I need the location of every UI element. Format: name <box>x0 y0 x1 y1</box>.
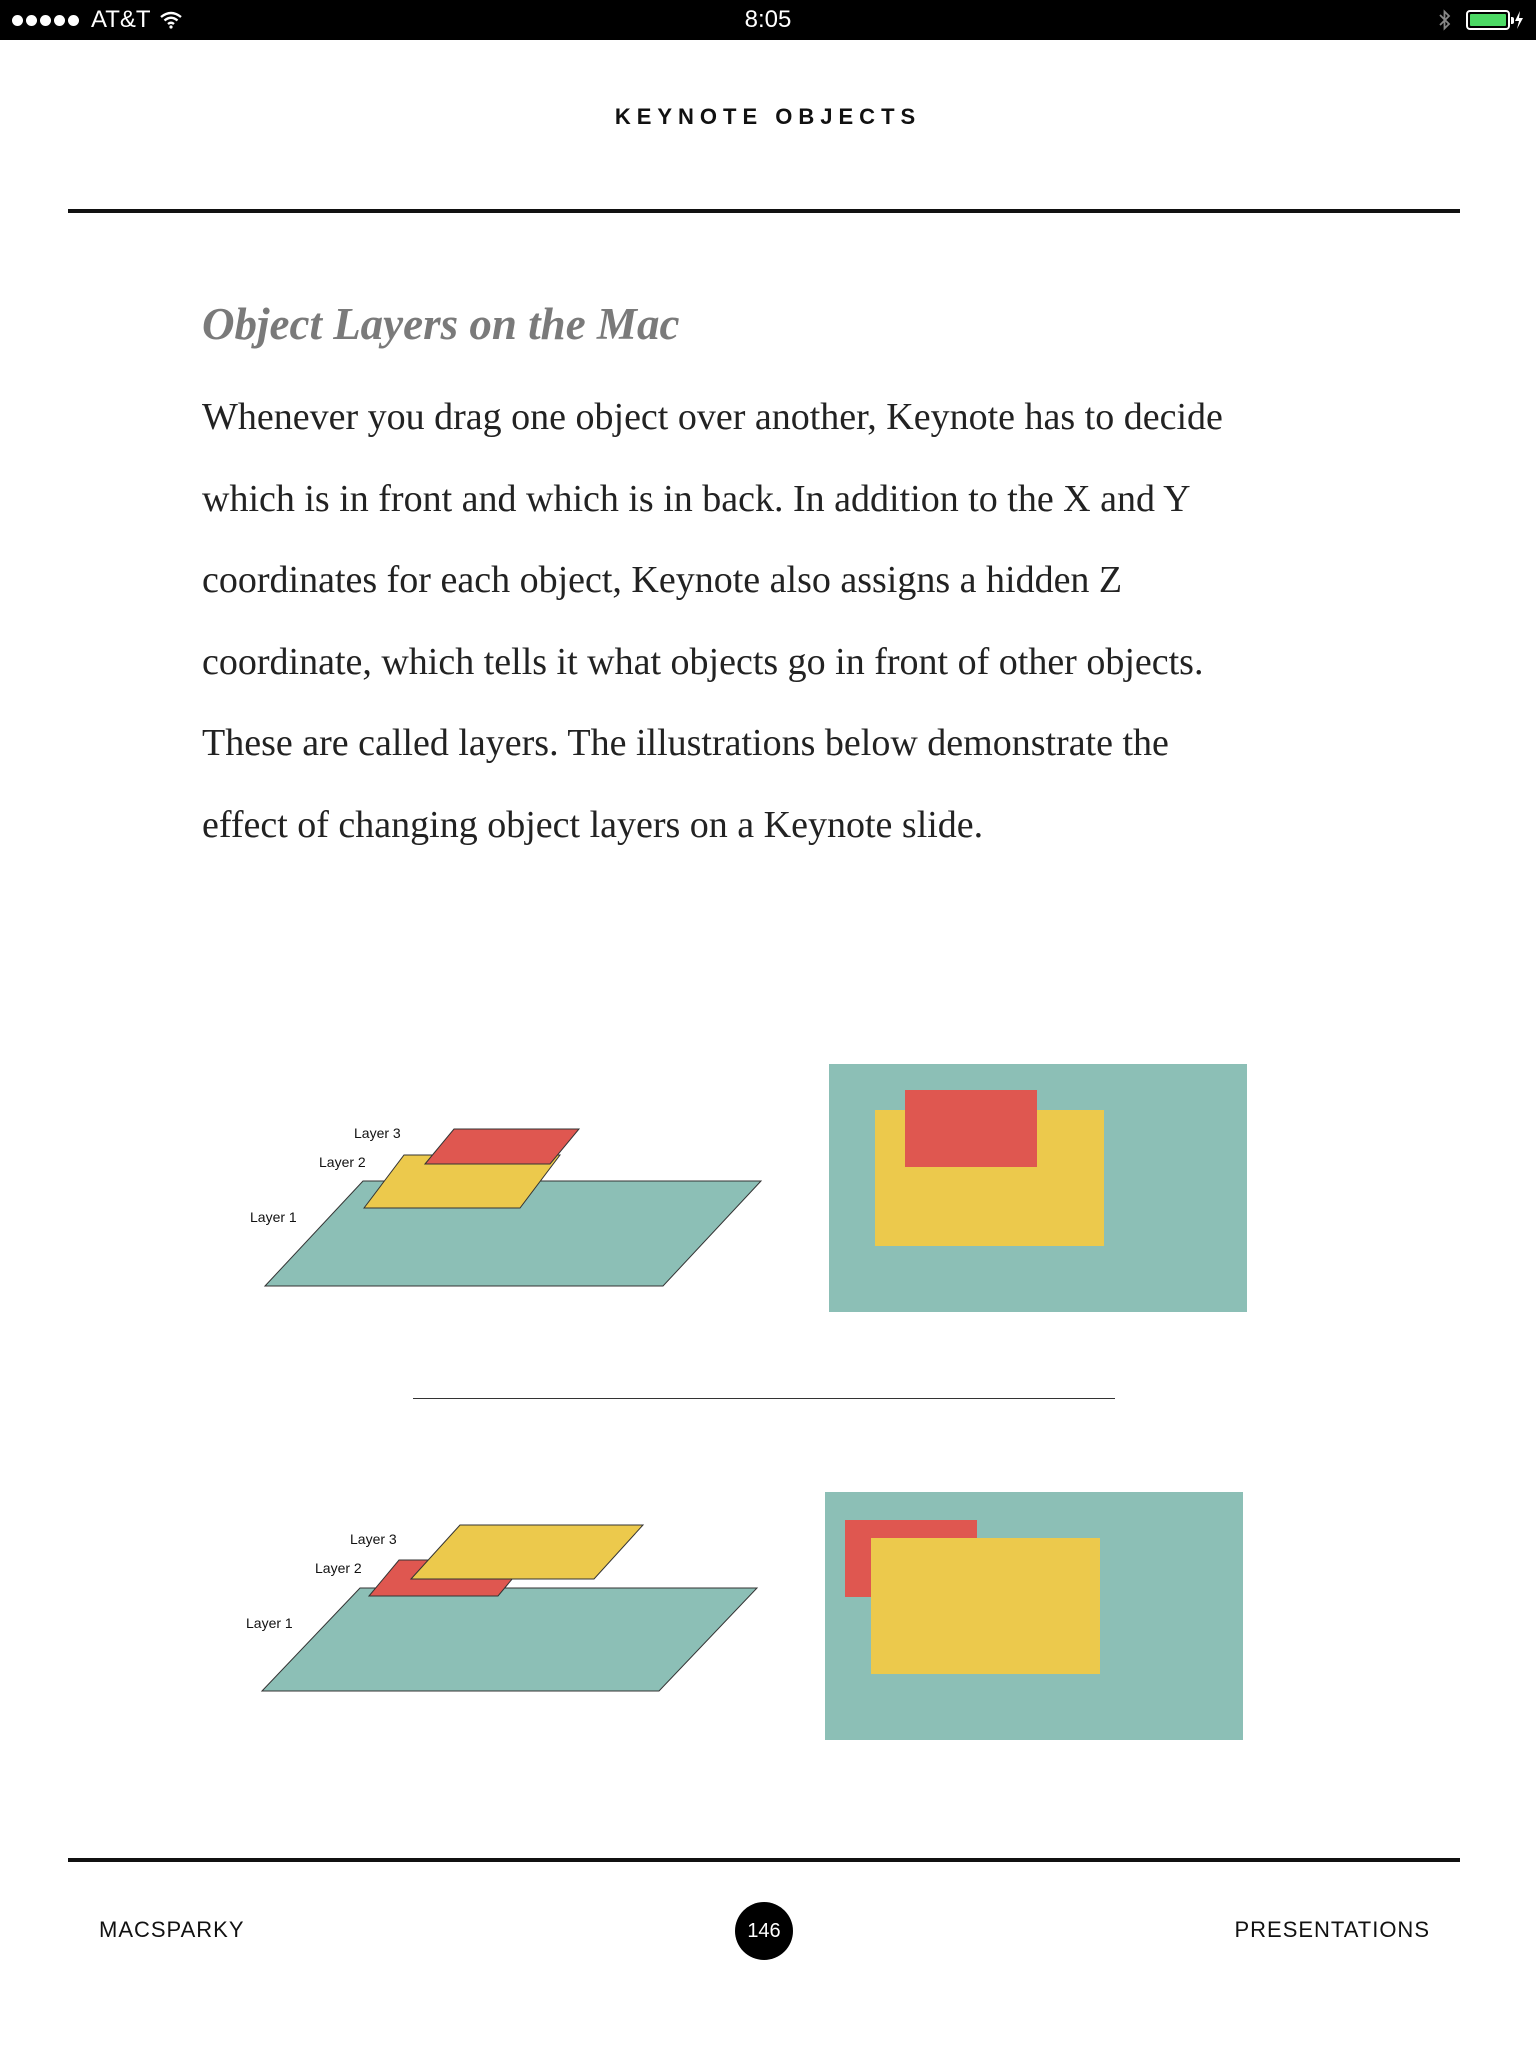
footer-divider <box>68 1858 1460 1862</box>
body-paragraph <box>202 377 1392 866</box>
chapter-title: KEYNOTE OBJECTS <box>614 104 922 129</box>
paragraph-line: which is in front and which is in back. In addition to the X and Y <box>202 477 1191 520</box>
status-right <box>1438 0 1524 40</box>
page-number-badge: 146 <box>735 1902 793 1960</box>
layer-1-label: Layer 1 <box>246 1615 293 1631</box>
book-title: MACSPARKY <box>99 1917 245 1942</box>
paragraph-line: Whenever you drag one object over another, Keynote has to decide <box>202 396 1223 438</box>
figure-divider <box>413 1398 1115 1399</box>
layer-3-shape <box>411 1525 643 1579</box>
paragraph-line: effect of changing object layers on a Keynote slide. <box>202 803 984 846</box>
paragraph-line: coordinate, which tells it what objects go in front of other objects. <box>202 640 1204 683</box>
section-heading: Object Layers on the Mac <box>202 299 680 349</box>
carrier-name: AT&T <box>91 6 151 33</box>
layer-diagram-bottom <box>236 1515 776 1705</box>
red-rectangle <box>905 1090 1037 1167</box>
battery-icon <box>1466 10 1510 30</box>
layer-2-label: Layer 2 <box>319 1154 366 1170</box>
clock: 8:05 <box>744 6 792 33</box>
slide-preview-bottom <box>825 1492 1243 1740</box>
header-divider <box>68 209 1460 213</box>
paragraph-line: These are called layers. The illustrations below demonstrate the <box>202 722 1169 764</box>
layer-1-shape <box>262 1588 757 1691</box>
status-bar <box>0 0 1536 40</box>
yellow-rectangle <box>871 1538 1100 1674</box>
layer-3-label: Layer 3 <box>354 1125 401 1141</box>
layer-diagram-top <box>240 1110 780 1300</box>
layer-1-label: Layer 1 <box>250 1209 297 1225</box>
book-section: PRESENTATIONS <box>1234 1917 1430 1942</box>
layer-2-label: Layer 2 <box>315 1560 362 1576</box>
slide-preview-top <box>829 1064 1247 1312</box>
bluetooth-icon <box>1438 8 1452 32</box>
layer-3-label: Layer 3 <box>350 1531 397 1547</box>
charging-bolt-icon <box>1514 11 1524 29</box>
paragraph-line: coordinates for each object, Keynote also assigns a hidden Z <box>202 559 1123 601</box>
